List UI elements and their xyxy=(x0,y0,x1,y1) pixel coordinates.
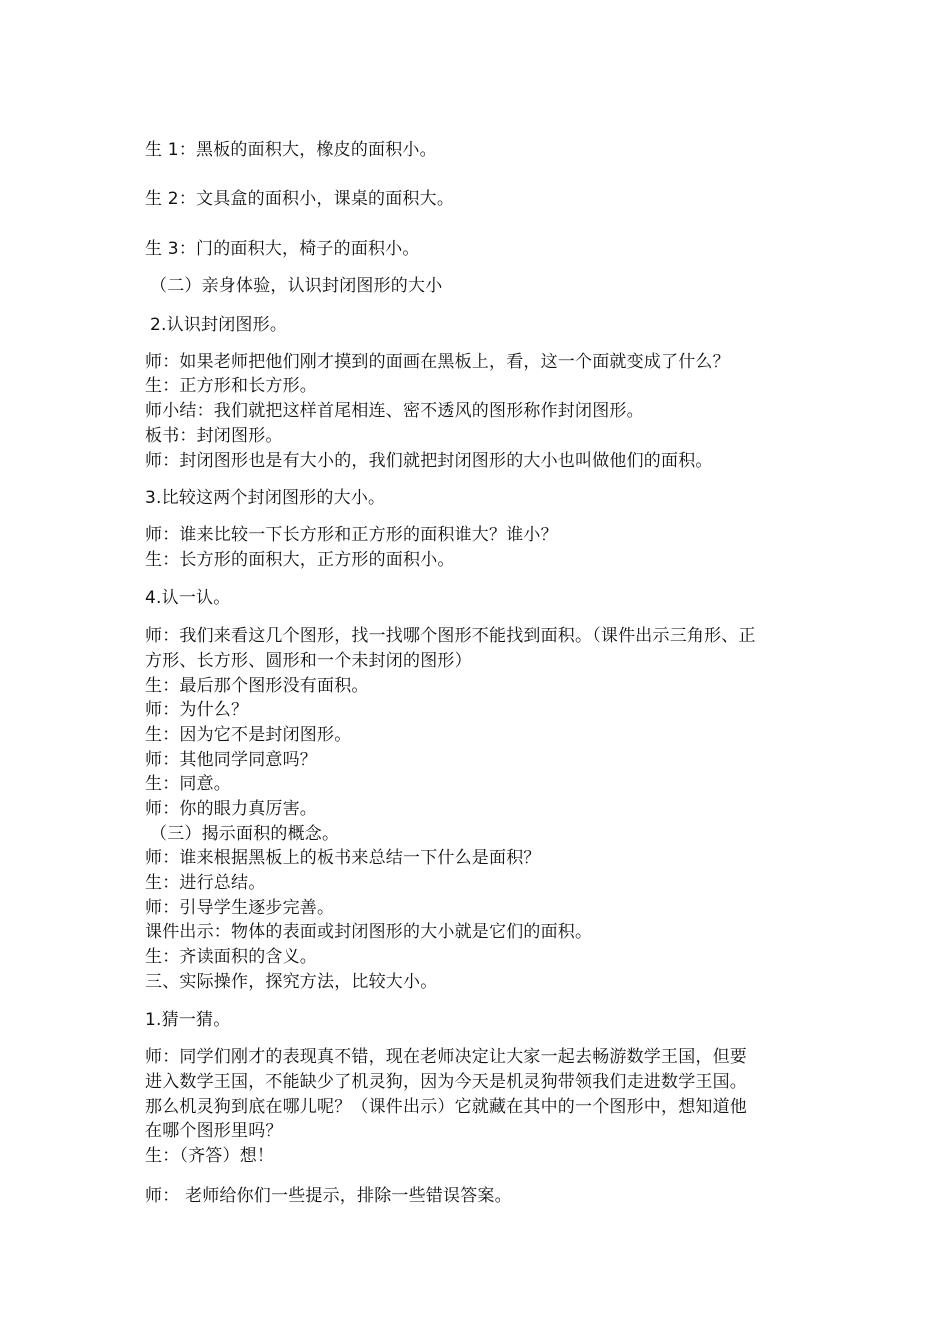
text-line: 那么机灵狗到底在哪儿呢？（课件出示）它就藏在其中的一个图形中，想知道他 xyxy=(145,1097,747,1117)
text-line: 师： 老师给你们一些提示，排除一些错误答案。 xyxy=(145,1186,512,1206)
subsection-heading: 4.认一认。 xyxy=(145,588,231,608)
text-line: 生：因为它不是封闭图形。 xyxy=(145,725,352,745)
section-heading: 三、实际操作，探究方法，比较大小。 xyxy=(145,972,438,992)
text-line: 师：引导学生逐步完善。 xyxy=(145,898,335,918)
text-line: 生 3：门的面积大，椅子的面积小。 xyxy=(145,239,420,259)
section-heading: （三）揭示面积的概念。 xyxy=(150,824,340,844)
text-line: 生：最后那个图形没有面积。 xyxy=(145,676,369,696)
text-line: 师：如果老师把他们刚才摸到的面画在黑板上，看，这一个面就变成了什么？ xyxy=(145,352,730,372)
subsection-heading: 3.比较这两个封闭图形的大小。 xyxy=(145,488,386,508)
text-line: 生：长方形的面积大，正方形的面积小。 xyxy=(145,550,455,570)
subsection-heading: 2.认识封闭图形。 xyxy=(150,315,288,335)
text-line: 生：进行总结。 xyxy=(145,873,266,893)
text-line: 生 2：文具盒的面积小，课桌的面积大。 xyxy=(145,189,455,209)
text-line: 师小结：我们就把这样首尾相连、密不透风的图形称作封闭图形。 xyxy=(145,401,644,421)
text-line: 生：同意。 xyxy=(145,774,231,794)
text-line: 生：正方形和长方形。 xyxy=(145,376,317,396)
text-line: 生：齐读面积的含义。 xyxy=(145,947,317,967)
section-heading: （二）亲身体验，认识封闭图形的大小 xyxy=(150,276,443,296)
text-line: 生：（齐答）想！ xyxy=(145,1146,275,1166)
text-line: 师：谁来比较一下长方形和正方形的面积谁大？谁小？ xyxy=(145,525,558,545)
text-line: 师：封闭图形也是有大小的，我们就把封闭图形的大小也叫做他们的面积。 xyxy=(145,451,713,471)
text-line: 师：为什么？ xyxy=(145,700,249,720)
text-line: 师：谁来根据黑板上的板书来总结一下什么是面积？ xyxy=(145,848,541,868)
text-line: 在哪个图形里吗？ xyxy=(145,1121,283,1141)
text-line: 方形、长方形、圆形和一个未封闭的图形） xyxy=(145,651,472,671)
text-line: 进入数学王国，不能缺少了机灵狗，因为今天是机灵狗带领我们走进数学王国。 xyxy=(145,1072,747,1092)
text-line: 师：其他同学同意吗？ xyxy=(145,750,317,770)
text-line: 课件出示：物体的表面或封闭图形的大小就是它们的面积。 xyxy=(145,922,593,942)
text-line: 师：我们来看这几个图形，找一找哪个图形不能找到面积。（课件出示三角形、正 xyxy=(145,626,756,646)
text-line: 师：同学们刚才的表现真不错，现在老师决定让大家一起去畅游数学王国，但要 xyxy=(145,1047,747,1067)
text-line: 师：你的眼力真厉害。 xyxy=(145,799,317,819)
subsection-heading: 1.猜一猜。 xyxy=(145,1010,231,1030)
text-line: 生 1：黑板的面积大，橡皮的面积小。 xyxy=(145,140,437,160)
text-line: 板书：封闭图形。 xyxy=(145,426,283,446)
